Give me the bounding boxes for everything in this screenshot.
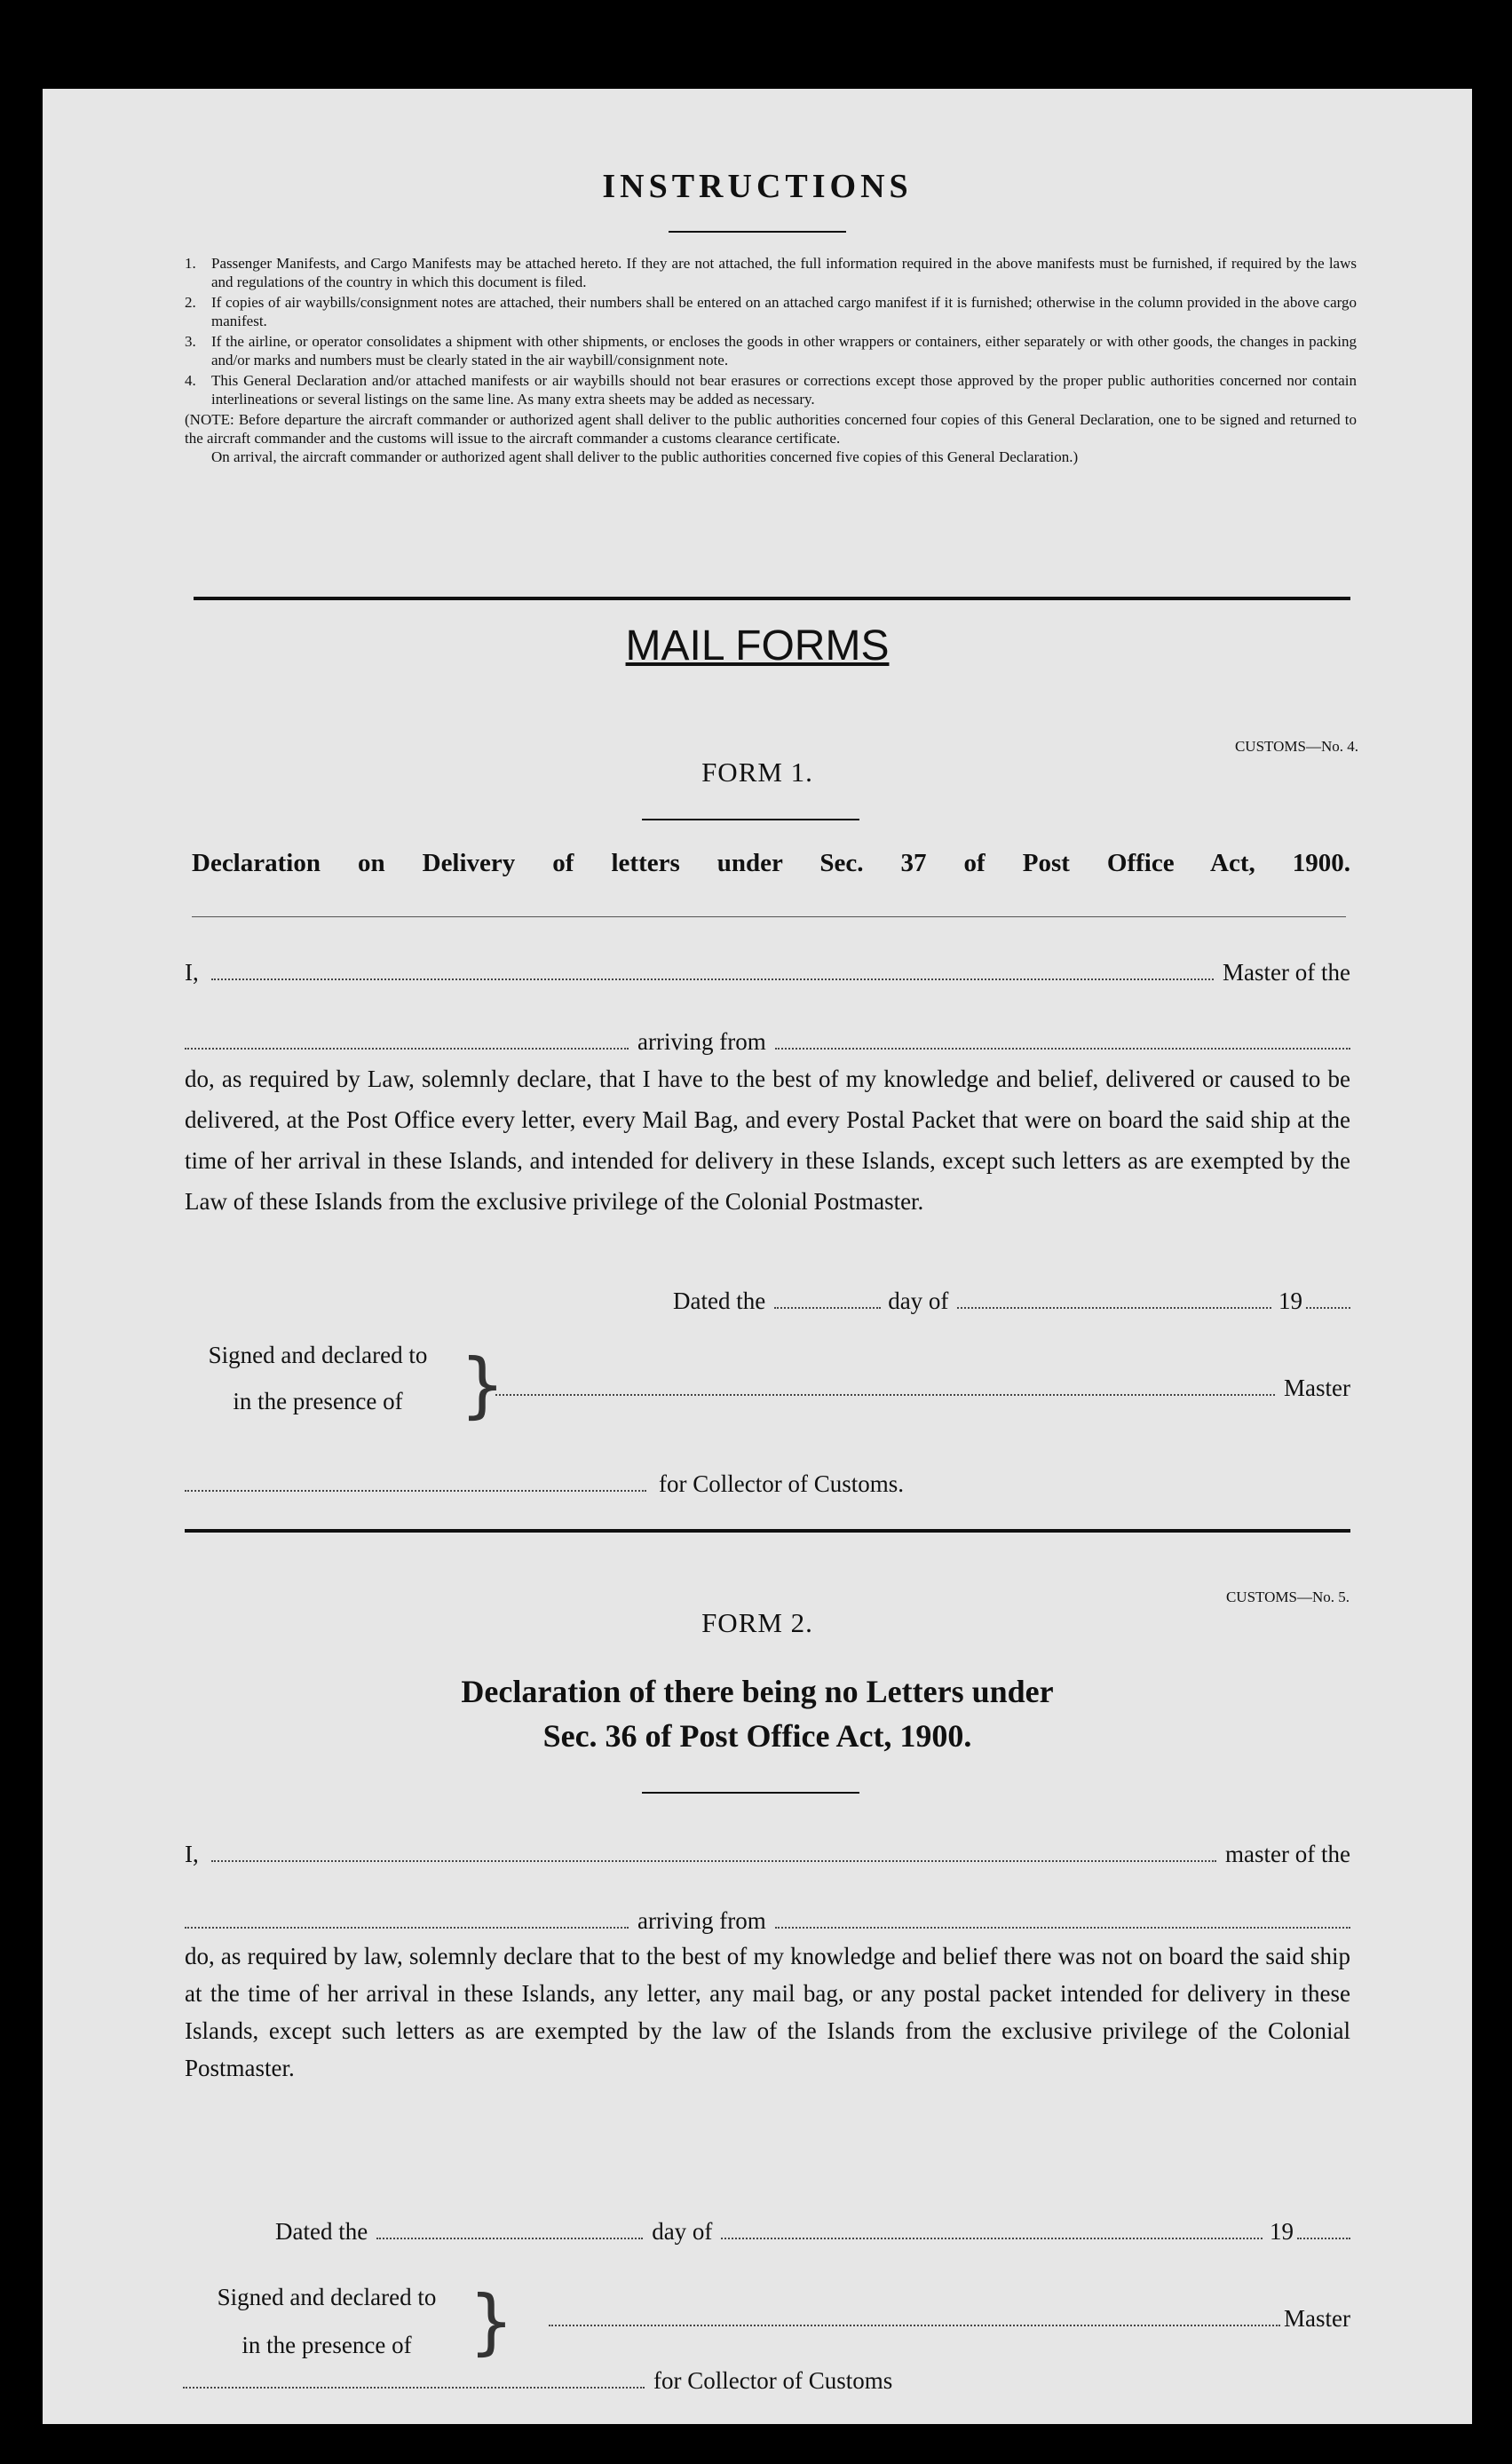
form1-month-field[interactable]: [957, 1307, 1271, 1309]
brace-icon: }: [460, 1343, 505, 1426]
instructions-list: [185, 254, 1357, 466]
instructions-note-arrival: On arrival, the aircraft commander or authorized agent shall deliver to the public authorities concerned five copies of this General Declaration.): [211, 448, 1079, 465]
form1-title-underline: [642, 819, 859, 820]
form2-month-field[interactable]: [721, 2238, 1263, 2239]
form1-customs-ref: CUSTOMS—No. 4.: [1234, 738, 1358, 755]
form1-title: FORM 1.: [701, 757, 813, 788]
form2-signed-label: Signed and declared to in the presence of: [217, 2284, 437, 2358]
form1-signed-label: Signed and declared to in the presence of: [208, 1342, 428, 1414]
mail-forms-title: MAIL FORMS: [625, 622, 890, 669]
form2-day-field[interactable]: [376, 2238, 643, 2239]
form2-collector-line: for Collector of Customs: [183, 2360, 1071, 2401]
instructions-title: INSTRUCTIONS: [602, 168, 913, 205]
form-divider: [185, 1529, 1350, 1533]
title-underline: [669, 231, 846, 233]
form1-collector-field[interactable]: [185, 1490, 646, 1492]
form1-collector-line: for Collector of Customs.: [185, 1463, 1073, 1504]
instruction-item: 1. Passenger Manifests, and Cargo Manifests may be attached hereto. If they are not attached, the full information required in the above manifests must be furnished, if required by the laws and regulations of the country in which this document is filed.: [185, 255, 1357, 290]
form2-signature-field[interactable]: [549, 2325, 1280, 2326]
instructions-note: (NOTE: Before departure the aircraft commander or authorized agent shall deliver to the public authorities concerned four copies of this General Declaration, one to be signed and returned to the aircraft commander and the customs will issue to the aircraft commander a customs clearance certificate.: [185, 411, 1357, 447]
instruction-item: 2. If copies of air waybills/consignment notes are attached, their numbers shall be entered on an attached cargo manifest if it is furnished; otherwise in the column provided in the above cargo manifest.: [185, 294, 1357, 329]
form2-dated-line: Dated the day of 19: [275, 2211, 1350, 2252]
instruction-item: 3. If the airline, or operator consolidates a shipment with other shipments, or encloses the goods in other wrappers or containers, either separately or with other goods, the changes in packing and/or marks and numbers must be clearly stated in the air waybill/consignment note.: [185, 333, 1357, 368]
form1-heading-rule: [192, 916, 1346, 917]
form2-master-signature: Master: [549, 2298, 1350, 2339]
form1-master-line: I, Master of the: [185, 959, 1350, 986]
form2-year-field[interactable]: [1297, 2238, 1350, 2239]
form1-arriving-line: arriving from: [185, 1021, 1350, 1062]
form2-title: FORM 2.: [701, 1607, 813, 1638]
form1-year-field[interactable]: [1306, 1307, 1350, 1309]
form2-master-line: I, master of the: [185, 1841, 1350, 1867]
form2-ship-field[interactable]: [185, 1927, 629, 1929]
form2-port-field[interactable]: [775, 1927, 1350, 1929]
form1-ship-field[interactable]: [185, 1048, 629, 1050]
document-page: [43, 89, 1472, 2424]
brace-icon: }: [469, 2280, 514, 2363]
section-divider: [194, 597, 1350, 600]
form2-title-underline: [642, 1792, 859, 1794]
form2-collector-field[interactable]: [183, 2387, 645, 2389]
form1-master-signature: Master: [495, 1367, 1350, 1408]
form2-body: do, as required by law, solemnly declare that to the best of my knowledge and belief there was not on board the said ship at the time of her arrival in these Islands, any letter, any mail bag, or any postal packet intended for delivery in these Islands, except such letters as are exempted by the law of the Islands from the exclusive privilege of the Colonial Postmaster.: [185, 1943, 1350, 2081]
form1-body: do, as required by Law, solemnly declare, that I have to the best of my knowledge and belief, delivered or caused to be delivered, at the Post Office every letter, every Mail Bag, and every Postal Packet that were on board the said ship at the time of her arrival in these Islands, and intended for delivery in these Islands, except such letters as are exempted by the Law of these Islands from the exclusive privilege of the Colonial Postmaster.: [185, 1066, 1350, 1215]
form2-name-field[interactable]: [211, 1860, 1216, 1862]
form2-arriving-line: arriving from: [185, 1900, 1350, 1941]
form1-heading: Declaration on Delivery of letters under Sec. 37 of Post Office Act, 1900.: [192, 849, 1350, 877]
form1-port-field[interactable]: [775, 1048, 1350, 1050]
instruction-item: 4. This General Declaration and/or attached manifests or air waybills should not bear erasures or corrections except those approved by the proper public authorities concerned nor contain interlineations or several listings on the same line. As many extra sheets may be added as necessary.: [185, 372, 1357, 408]
form1-signature-field[interactable]: [495, 1394, 1275, 1396]
form1-dated-line: Dated the day of 19: [673, 1280, 1350, 1321]
form2-customs-ref: CUSTOMS—No. 5.: [1225, 1589, 1350, 1605]
form2-heading: Declaration of there being no Letters under Sec. 36 of Post Office Act, 1900.: [461, 1674, 1054, 1754]
form1-name-field[interactable]: [211, 978, 1214, 980]
form1-day-field[interactable]: [774, 1307, 881, 1309]
